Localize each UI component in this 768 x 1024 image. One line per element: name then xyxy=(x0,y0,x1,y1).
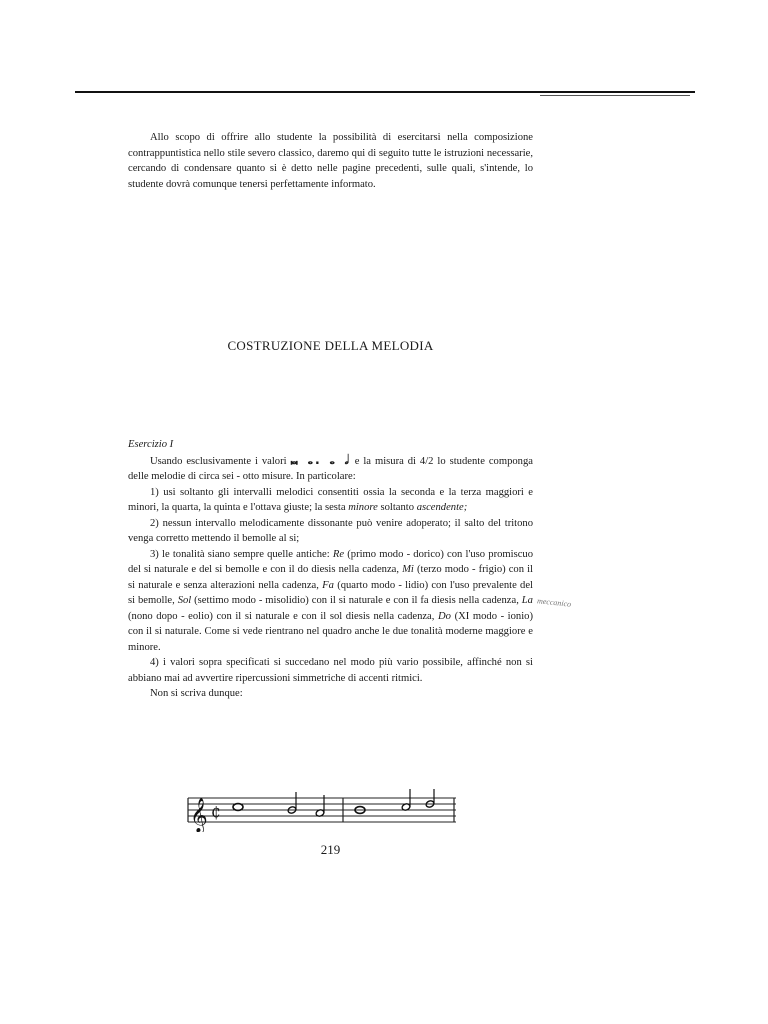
cut-time-icon: ₵ xyxy=(211,803,221,821)
p4-text-a: 3) le tonalità siano sempre quelle antiche: xyxy=(150,548,330,560)
music-staff-svg xyxy=(186,788,458,832)
treble-clef-icon: 𝄞 xyxy=(190,798,208,832)
exercise-paragraph-3: 2) nessun intervallo melodicamente dissonante può venire adoperato; il salto del tritono venga corretto mettendo il bemolle al si; xyxy=(128,517,533,544)
p2-text-a: 1) usi soltanto gli intervalli melodici consentiti ossia la seconda e la terza maggiori e minori, la quarta, la quinta e l'ottava giuste; la sesta xyxy=(128,486,533,513)
exercise-block xyxy=(128,437,533,702)
p2-ascendente: ascendente; xyxy=(416,502,468,513)
p4-text-g: (XI modo - ionio) con il si naturale. Come si vede rientrano nel quadro anche le due tonalità moderne maggiore e minore. xyxy=(128,610,533,653)
exercise-paragraph-4 xyxy=(128,547,533,656)
intro-text: Allo scopo di offrire allo studente la possibilità di esercitarsi nella composizione contrappuntistica nello stile severo classico, daremo qui di seguito tutte le istruzioni necessarie, cercando di condensare quanto si è detto nelle pagine precedenti, sulle quali, s'intende, lo studente dovrà comunque tenersi perfettamente informato. xyxy=(128,132,533,190)
p4-text-b: (primo modo - dorico) con l'uso promiscuo del si naturale e del si bemolle e con il do diesis nella cadenza, xyxy=(128,548,533,575)
p4-text-e: (settimo modo - misolidio) con il si naturale e con il fa diesis nella cadenza, xyxy=(194,595,519,606)
p4-mi: Mi xyxy=(402,564,414,575)
p1-text-a: Usando esclusivamente i valori xyxy=(150,455,287,467)
whole-note-icon xyxy=(233,804,243,811)
p4-do: Do xyxy=(438,610,451,622)
exercise-paragraph-1 xyxy=(128,453,533,485)
p4-sol: Sol xyxy=(177,595,192,606)
p4-text-c: (terzo modo - frigio) con il si naturale e senza alterazioni nella cadenza, xyxy=(128,564,533,591)
music-staff-example xyxy=(186,788,458,832)
p2-text-b: soltanto xyxy=(380,502,415,513)
p4-text-f: (nono dopo - eolio) con il si naturale e con il sol diesis nella cadenza, xyxy=(128,610,435,622)
exercise-paragraph-6: Non si scriva dunque: xyxy=(150,688,243,699)
note-values-glyphs: 𝅜 𝅝. 𝅝 𝅗𝅥 xyxy=(290,452,351,468)
intro-paragraph xyxy=(128,130,533,192)
p4-re: Re xyxy=(332,548,345,560)
top-rule-secondary xyxy=(540,95,690,96)
p4-la: La xyxy=(521,595,533,606)
section-heading: COSTRUZIONE DELLA MELODIA xyxy=(227,338,434,353)
top-rule xyxy=(75,91,695,93)
exercise-title: Esercizio I xyxy=(128,439,174,450)
margin-handwritten-note: meccanico xyxy=(536,596,572,609)
p4-text-d: (quarto modo - lidio) con l'uso prevalente del si bemolle, xyxy=(128,579,533,606)
exercise-paragraph-5: 4) i valori sopra specificati si succedano nel modo più vario possibile, affinché non si abbiano mai ad avvertire ripercussioni simmetriche di accenti ritmici. xyxy=(128,657,533,684)
exercise-paragraph-2 xyxy=(128,485,533,516)
page-number: 219 xyxy=(320,842,341,857)
p1-text-b: e la misura di 4/2 lo studente componga delle melodie di circa sei - otto misure. In particolare: xyxy=(128,455,533,482)
p2-minore: minore xyxy=(348,502,378,513)
p4-fa: Fa xyxy=(322,579,334,591)
